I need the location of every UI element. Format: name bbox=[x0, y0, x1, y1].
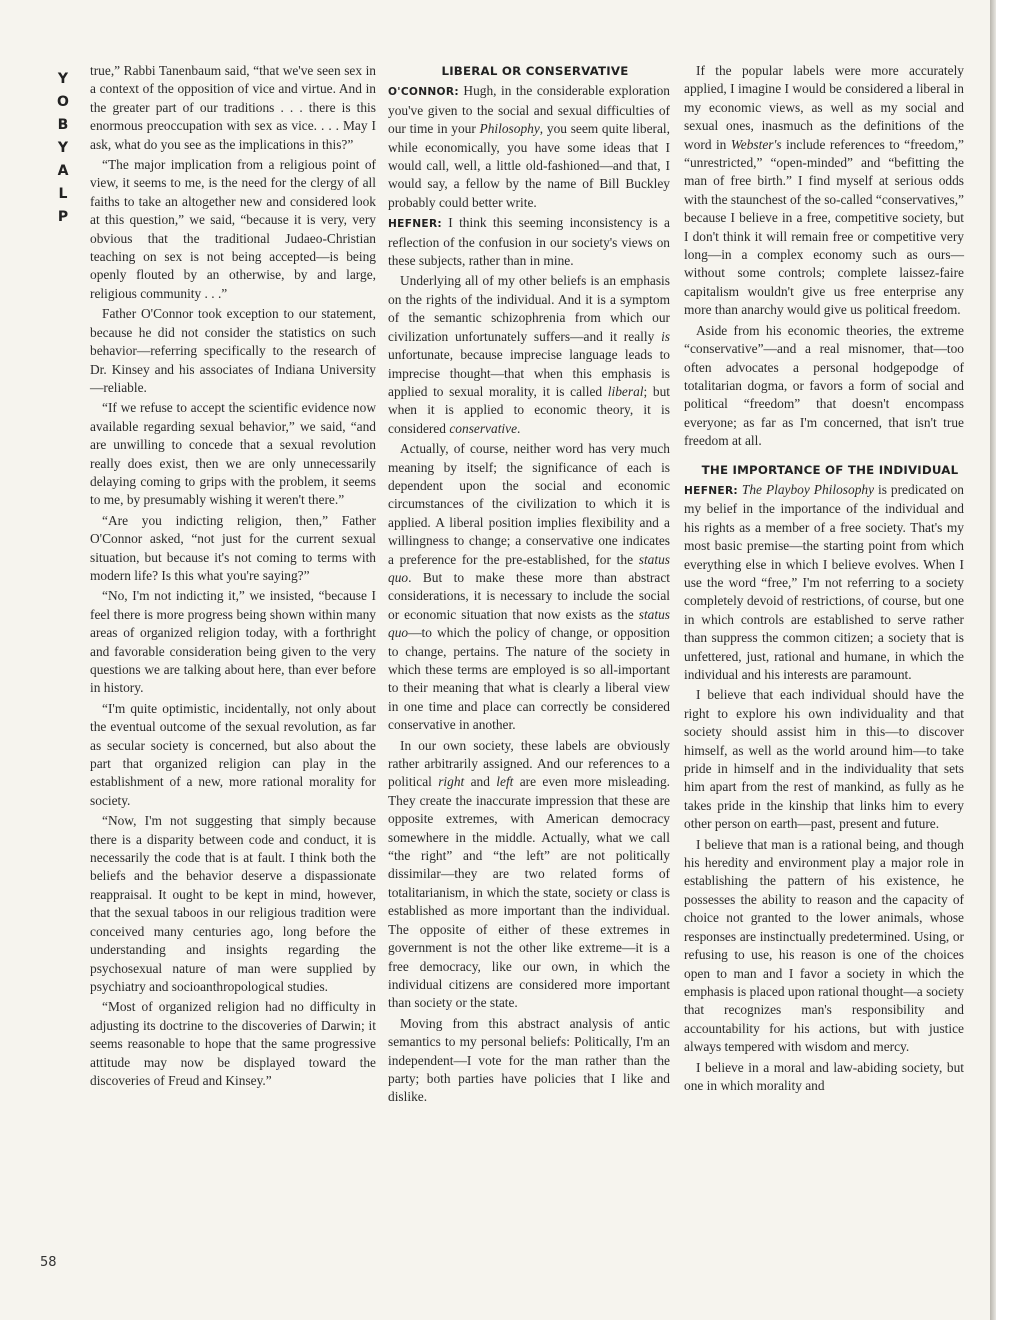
paragraph: Aside from his economic theories, the extreme “conservative”—and a real misnomer, that—too often advocates a personal hodgepodge of totalitarian dogma, or favors a form of social and political “freedom” that doesn't encompass everyone; as far as I'm concerned, that isn't true freedom at all. bbox=[684, 322, 964, 449]
answer-paragraph bbox=[684, 481, 964, 684]
paragraph: I believe in a moral and law-abiding society, but one in which morality and bbox=[684, 1059, 964, 1093]
text-run: are even more misleading. They create the inaccurate impression that these are opposite extremes, with American democracy somewhere in the middle. Actually, what we call “the right” and “the left” are not politically dissimilar—they are two related forms of totalitarianism, in which the state, society or class is established as more important than the individual. The opposite of either of these extremes in government is not the other like extreme—it is a free democracy, like our own, in which the individual citizens are considered more important than society or the state. bbox=[388, 774, 670, 1011]
paragraph bbox=[388, 440, 670, 735]
text-run: Underlying all of my other beliefs is an emphasis on the rights of the individual. And it is a symptom of the semantic schizophrenia from which our civilization unfortunately suffers—and it really bbox=[388, 273, 670, 344]
masthead-letter: O bbox=[57, 94, 69, 110]
paragraph: “If we refuse to accept the scientific evidence now available regarding sexual behavior,” we said, “and are unwilling to concede that a sexual revolution really does exist, then we are only unnecessarily delaying coming to grips with the problem, it seems to me, by presumably wishing it weren't there.” bbox=[90, 400, 376, 508]
masthead-letter: Y bbox=[57, 140, 69, 156]
italic-run: is bbox=[661, 328, 670, 344]
paragraph: Father O'Connor took exception to our statement, because he did not consider the statistics on such behavior—referring specifically to the research of Dr. Kinsey and his associates of Indiana University—reliable. bbox=[90, 306, 376, 395]
text-run: ; but when it is applied to economic theory, it is considered bbox=[388, 383, 670, 436]
text-run: Actually, of course, neither word has very much meaning by itself; the significance of each is dependent upon the social and economic circumstances of the civilization to which it is applied. A liberal position implies flexibility and a willingness to change; a conservative one indicates a preference for the pre-established, for the bbox=[388, 441, 670, 567]
italic-run: Webster's bbox=[730, 136, 782, 152]
paragraph: “Now, I'm not suggesting that simply because there is a disparity between code and conduct, it is necessarily the code that is at fault. I think both the beliefs and the behavior deserve a dispassionate reappraisal. It ought to be kept in mind, however, that the sexual taboos in our religious tradition were conceived many centuries ago, long before the understanding and insights regarding the psychosexual nature of man were supplied by psychiatry and socioanthropological studies. bbox=[90, 813, 376, 994]
section-heading: LIBERAL OR CONSERVATIVE bbox=[441, 64, 629, 78]
masthead-letter: L bbox=[58, 186, 68, 202]
page-edge bbox=[990, 0, 1020, 1320]
text-run: , you seem quite liberal, while economically, you have some ideas that I would call, well, a little old-fashioned—and that, I would say, a fellow by the name of Bill Buckley probably could better write. bbox=[388, 121, 670, 210]
paragraph: “No, I'm not indicting it,” we insisted, “because I feel there is more progress being shown within many areas of organized religion today, with a forthright and favorable consideration being given to the very questions we are talking about here, than ever before in history. bbox=[90, 588, 376, 696]
italic-run: liberal bbox=[607, 383, 644, 399]
italic-run: conservative bbox=[449, 420, 518, 436]
paragraph: Moving from this abstract analysis of antic semantics to my personal beliefs: Politically, I'm an independent—I vote for the man rather than the party; both parties have policies that I like and dislike. bbox=[388, 1015, 670, 1105]
page-edge-shadow bbox=[990, 0, 996, 1320]
speaker-label: HEFNER: bbox=[388, 218, 442, 231]
paragraph bbox=[388, 737, 670, 1013]
paragraph: I believe that each individual should have the right to explore his own individuality and that society should assist him in this—to discover himself, as well as the world around him—to take pride in himself and in the individuality that sets him apart from the rest of mankind, as fully as he takes pride in the kinship that links him to every other person on earth—past, present and future. bbox=[684, 687, 964, 832]
paragraph: “Most of organized religion had no difficulty in adjusting its doctrine to the discoveries of Darwin; it seems reasonable to hope that the same progressive attitude may now be displayed toward the discoveries of Freud and Kinsey.” bbox=[90, 999, 376, 1088]
question-paragraph bbox=[388, 82, 670, 212]
text-run: —to which the policy of change, or opposition to change, pertains. The nature of the society in which these terms are employed is so all-important to their meaning that what is clearly a liberal view in one time and place can correctly be considered conservative in another. bbox=[388, 625, 670, 733]
masthead-letter: A bbox=[57, 163, 69, 179]
column-2 bbox=[388, 62, 670, 1109]
text-run: unfortunate, because imprecise language leads to imprecise thought—that when this emphasis is applied to sexual morality, it is called bbox=[388, 347, 670, 399]
masthead-letter: B bbox=[57, 117, 69, 133]
text-run: and bbox=[464, 774, 497, 790]
section-heading: THE IMPORTANCE OF THE INDIVIDUAL bbox=[701, 462, 959, 477]
text-run: include references to “freedom,” “unrestricted,” “open-minded” and “befitting the man of free birth.” I find myself at serious odds with the staunchest of the so-called “conservatives,” because I believe in a free, competitive society, but I don't think it will remain free or competitive very long—in a complex economy such as ours—without some controls; complete laissez-faire capitalism wouldn't give us free enterprise any more than anarchy would give us political freedom. bbox=[684, 136, 964, 318]
italic-run: left bbox=[496, 774, 514, 790]
text-run: I think this seeming inconsistency is a reflection of the confusion in our society's views on these subjects, rather than in mine. bbox=[388, 215, 670, 269]
text-run: is predicated on my belief in the importance of the individual and his rights as a member of a free society. That's my most basic premise—the starting point from which everything else in which I believe evolves. When I use the word “free,” I'm not referring to a society completely devoid of restrictions, of course, but one in which controls are established to serve rather than suppress the common citizen; a society that is unfettered, just, rational and humane, in which the individual and his interests are paramount. bbox=[684, 481, 965, 682]
speaker-label: HEFNER: bbox=[684, 484, 738, 497]
page-number: 58 bbox=[40, 1255, 57, 1270]
text-run: If the popular labels were more accurately applied, I imagine I would be considered a liberal in my economic views, as well as my social and sexual ones, inasmuch as the definitions of the word in bbox=[684, 63, 964, 152]
italic-run: right bbox=[438, 774, 465, 790]
masthead-playboy bbox=[55, 68, 71, 229]
masthead-letter: P bbox=[57, 209, 69, 225]
italic-run: Philosophy bbox=[479, 121, 540, 137]
italic-run: status quo bbox=[388, 606, 670, 641]
text-run: In our own society, these labels are obviously rather arbitrarily assigned. And our references to a political bbox=[388, 737, 670, 790]
text-run: . bbox=[517, 420, 521, 436]
paragraph: true,” Rabbi Tanenbaum said, “that we've seen sex in a context of the opposition of vice and virtue. And in the greater part of our traditions . . . there is this enormous preoccupation with sex as vice. . . . May I ask, what do you see as the implications in this?” bbox=[90, 63, 376, 152]
answer-paragraph bbox=[388, 214, 670, 270]
paragraph bbox=[388, 272, 670, 438]
text-run: . But to make these more than abstract considerations, it is necessary to include the social or economic situation that now exists as the bbox=[388, 569, 670, 622]
paragraph: “I'm quite optimistic, incidentally, not only about the eventual outcome of the sexual revolution, as far as secular society is concerned, but also about the part that organized religion can play in the establishment of a new, more rational morality for society. bbox=[90, 700, 376, 808]
masthead-letter: Y bbox=[57, 71, 69, 87]
paragraph: I believe that man is a rational being, and though his heredity and environment play a major role in establishing the pattern of his existence, he possesses the ability to reason and the capacity of choice not granted to the lower animals, whose responses are instinctually predetermined. Using, or refusing to use, his reason is one of the choices open to man and I favor a society in which the emphasis is placed upon rational thought—a society that recognizes man's responsibility and accountability for his actions, but with justice always tempered with wisdom and mercy. bbox=[684, 836, 964, 1055]
column-3 bbox=[684, 62, 964, 1097]
paragraph: “Are you indicting religion, then,” Father O'Connor asked, “not just for the current sexual situation, but because it's not coming to terms with modern life? Is this what you're saying?” bbox=[90, 512, 376, 583]
paragraph bbox=[684, 62, 964, 320]
text-run: Hugh, in the considerable exploration you've given to the social and sexual difficulties of our time in your bbox=[388, 83, 670, 137]
italic-run: The Playboy Philosophy bbox=[741, 481, 875, 497]
italic-run: status quo bbox=[388, 551, 670, 585]
column-1 bbox=[90, 62, 376, 1092]
paragraph: “The major implication from a religious point of view, it seems to me, is the need for the clergy of all faiths to take an altogether new and considered look at this question,” we said, “because it is very, very obvious that the traditional Judaeo-Christian teaching on sex is not being accepted—is being openly flouted by an otherwise, by and large, religious community . . .” bbox=[90, 157, 376, 301]
speaker-label: O'CONNOR: bbox=[388, 86, 459, 99]
